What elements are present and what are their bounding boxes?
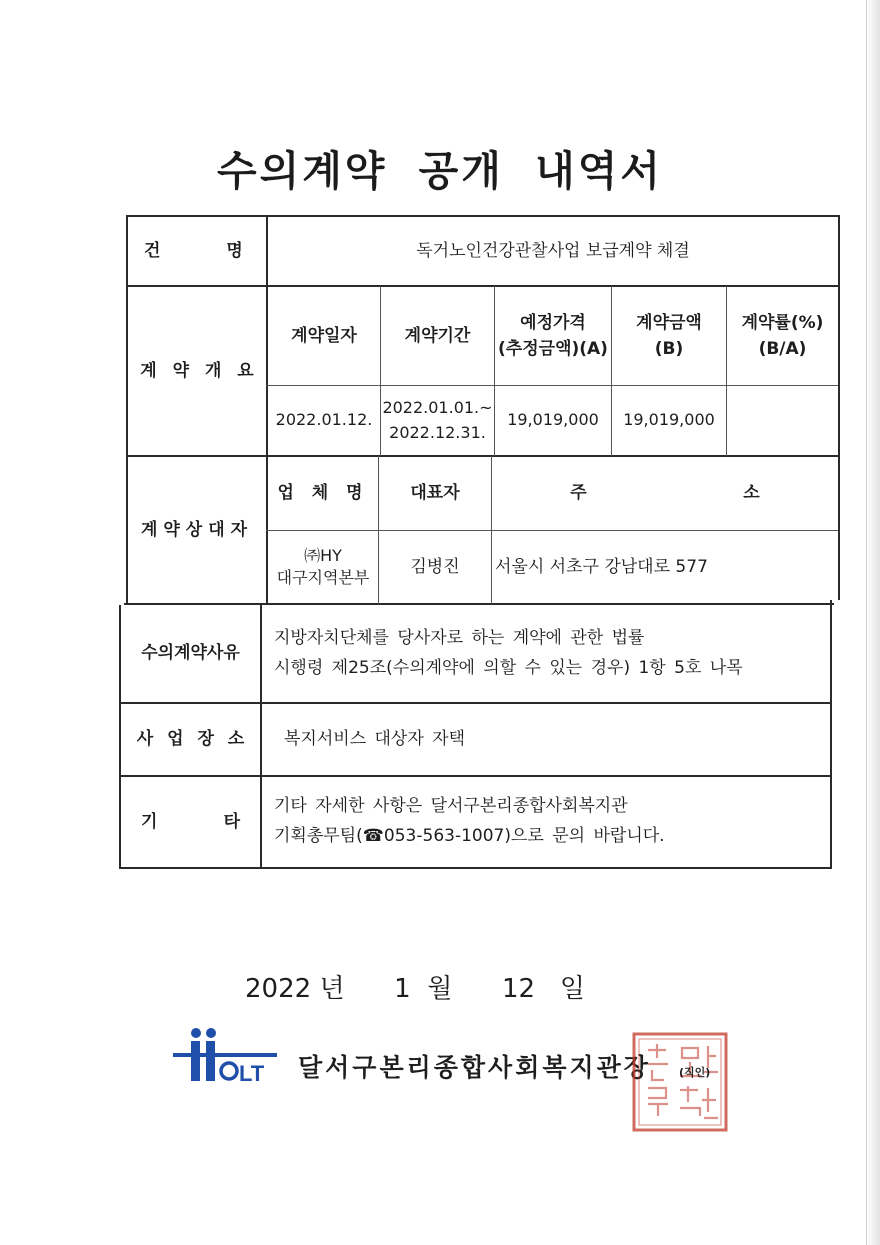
official-seal — [630, 1030, 730, 1134]
label-reason: 수의계약사유 — [141, 643, 240, 664]
seal-note: (직인) — [679, 1066, 711, 1079]
site-value: 복지서비스 대상자 자택 — [284, 729, 466, 750]
header-address: 주 소 — [570, 483, 760, 504]
label-project: 건 명 — [144, 240, 243, 261]
header-representative: 대표자 — [410, 483, 460, 504]
etc-text: 기타 자세한 사항은 달서구본리종합사회복지관 기획총무팀(☎053-563-1007)으로 문의 바랍니다. — [274, 796, 665, 846]
project-name: 독거노인건강관찰사업 보급계약 체결 — [416, 240, 690, 261]
label-etc: 기 타 — [141, 811, 240, 832]
reason-text: 지방자치단체를 당사자로 하는 계약에 관한 법률 시행령 제25조(수의계약에 의할 수 있는 경우) 1항 5호 나목 — [274, 627, 743, 678]
header-contract-rate: 계약률(%) (B/A) — [741, 312, 824, 359]
value-estimated-price: 19,019,000 — [507, 410, 599, 430]
value-contract-period: 2022.01.01.~ 2022.12.31. — [382, 397, 493, 442]
header-contract-amount: 계약금액 (B) — [636, 312, 702, 359]
value-company: ㈜HY 대구지역본부 — [276, 545, 370, 587]
header-company: 업 체 명 — [277, 483, 369, 504]
header-contract-period: 계약기간 — [404, 325, 471, 346]
value-contract-amount: 19,019,000 — [623, 410, 715, 430]
organization-name: 달서구본리종합사회복지관장 — [298, 1053, 651, 1082]
header-estimated-price: 예정가격 (추정금액)(A) — [498, 312, 608, 359]
label-counterparty: 계약상대자 — [140, 519, 254, 540]
label-overview: 계 약 개 요 — [140, 360, 254, 381]
label-site: 사 업 장 소 — [136, 729, 245, 750]
page-title: 수의계약 공개 내역서 — [216, 147, 663, 195]
value-contract-rate — [727, 386, 838, 455]
svg-text:LT: LT — [239, 1061, 265, 1085]
value-address: 서울시 서초구 강남대로 577 — [495, 556, 708, 577]
value-representative: 김병진 — [410, 556, 460, 577]
welfare-center-logo — [171, 1027, 279, 1085]
value-contract-date: 2022.01.12. — [275, 410, 373, 430]
document-date: 2022 년 1 월 12 일 — [245, 974, 585, 1004]
header-contract-date: 계약일자 — [291, 325, 357, 346]
